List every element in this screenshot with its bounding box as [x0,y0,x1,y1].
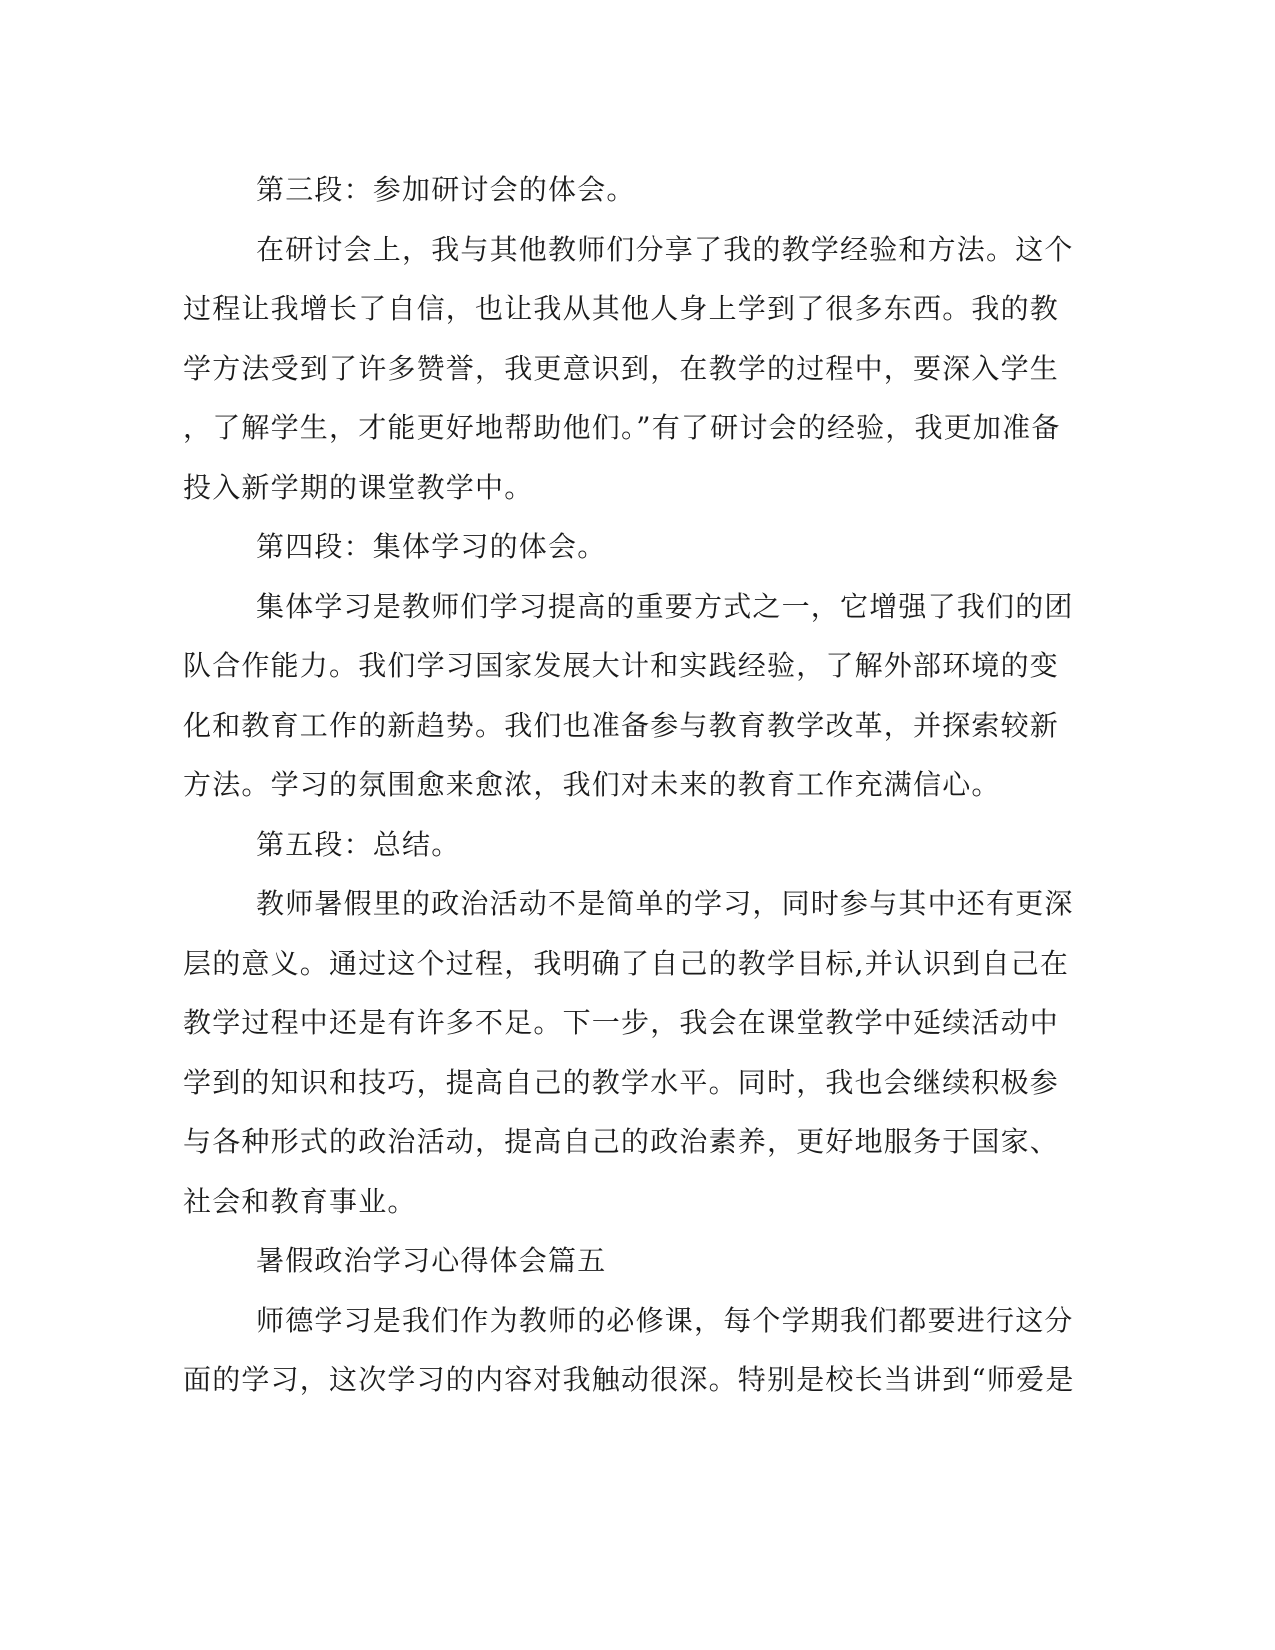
text-line: 层的意义。通过这个过程，我明确了自己的教学目标,并认识到自己在 [183,946,1070,980]
article-title-part-5 [183,1231,1043,1291]
section-heading-4 [183,517,1043,577]
text-line: 投入新学期的课堂教学中。 [183,470,534,504]
paragraph-group-study [183,577,1074,815]
text-line: 集体学习是教师们学习提高的重要方式之一，它增强了我们的团 [256,589,1074,623]
text-line: 师德学习是我们作为教师的必修课，每个学期我们都要进行这分 [256,1303,1074,1337]
section-heading-5 [183,815,1043,875]
text-line: 在研讨会上，我与其他教师们分享了我的教学经验和方法。这个 [256,232,1074,266]
text-line: 第三段：参加研讨会的体会。 [256,173,636,206]
paragraph-teacher-ethics [183,1291,1075,1410]
paragraph-summary [183,874,1074,1231]
text-line: 方法。学习的氛围愈来愈浓，我们对未来的教育工作充满信心。 [183,768,1001,801]
text-line: 第五段：总结。 [256,827,461,861]
text-line: 学方法受到了许多赞誉，我更意识到，在教学的过程中，要深入学生 [183,351,1060,385]
text-line: 面的学习，这次学习的内容对我触动很深。特别是校长当讲到“师爱是 [183,1363,1075,1396]
text-line: 化和教育工作的新趋势。我们也准备参与教育教学改革，并探索较新 [183,708,1060,742]
text-line: ，了解学生，才能更好地帮助他们。”有了研讨会的经验，我更加准备 [183,411,1061,444]
paragraph-seminar [183,220,1074,518]
text-line: 过程让我增长了自信，也让我从其他人身上学到了很多东西。我的教 [183,292,1060,325]
text-line: 社会和教育事业。 [183,1184,417,1218]
text-line: 教师暑假里的政治活动不是简单的学习，同时参与其中还有更深 [256,887,1074,920]
text-line: 与各种形式的政治活动，提高自己的政治素养，更好地服务于国家、 [183,1125,1060,1158]
text-line: 队合作能力。我们学习国家发展大计和实践经验，了解外部环境的变 [183,649,1060,682]
text-line: 暑假政治学习心得体会篇五 [256,1244,607,1277]
section-heading-3 [183,160,1043,220]
text-line: 学到的知识和技巧，提高自己的教学水平。同时，我也会继续积极参 [183,1065,1060,1099]
document-body [183,160,1075,1410]
text-line: 教学过程中还是有许多不足。下一步，我会在课堂教学中延续活动中 [183,1006,1060,1039]
text-line: 第四段：集体学习的体会。 [256,530,607,563]
